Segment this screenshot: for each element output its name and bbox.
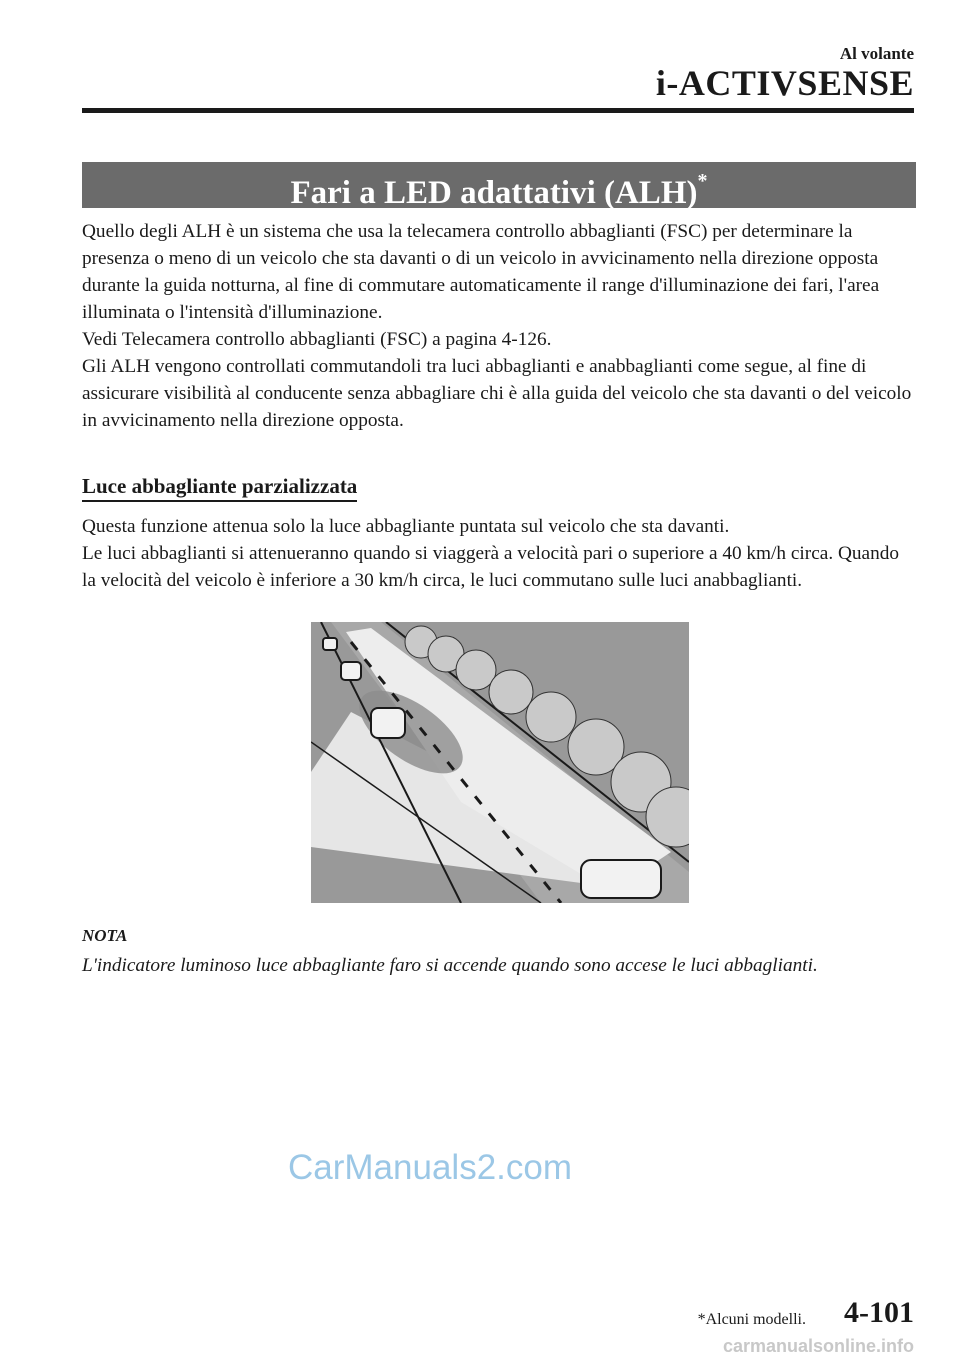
section-paragraph: Le luci abbaglianti si attenueranno quando si viaggerà a velocità pari o superiore a 40 km/h circa. Quando la velocità del veicolo è inferiore a 30 km/h circa, le luci commutano sulle luci anabbaglianti. — [82, 543, 900, 591]
section-text — [82, 513, 916, 594]
subheading: Luce abbagliante parzializzata — [82, 474, 357, 502]
note-heading: NOTA — [82, 926, 128, 945]
header-rule — [82, 108, 914, 113]
road-scene-svg — [311, 622, 689, 903]
watermark: CarManuals2.com — [288, 1148, 572, 1187]
page-number: 4-101 — [844, 1296, 914, 1329]
note-text: L'indicatore luminoso luce abbagliante faro si accende quando sono accese le luci abbaglianti. — [82, 955, 818, 976]
title-asterisk: * — [697, 170, 708, 192]
section-label: Al volante — [839, 44, 914, 63]
intro-paragraph: Gli ALH vengono controllati commutandoli tra luci abbaglianti e anabbaglianti come segue, al fine di assicurare visibilità al conducente senza abbagliare chi è alla guida del veicolo che sta davanti o del veicolo in avvicinamento nella direzione opposta. — [82, 356, 912, 431]
site-watermark: carmanualsonline.info — [722, 1336, 914, 1356]
intro-text — [82, 218, 916, 434]
headlight-illustration — [311, 622, 689, 903]
section-title: i-ACTIVSENSE — [655, 63, 914, 103]
page-title-text: Fari a LED adattativi (ALH) — [290, 175, 698, 211]
page-title — [82, 162, 916, 211]
section-paragraph: Questa funzione attenua solo la luce abbagliante puntata sul veicolo che sta davanti. — [82, 516, 730, 537]
intro-paragraph: Quello degli ALH è un sistema che usa la telecamera controllo abbaglianti (FSC) per determinare la presenza o meno di un veicolo che sta davanti o di un veicolo in avvicinamento nella direzione opposta durante la guida notturna, al fine di commutare automaticamente il range d'illuminazione dei fari, l'area illuminata o l'intensità d'illuminazione. — [82, 221, 880, 323]
intro-paragraph: Vedi Telecamera controllo abbaglianti (FSC) a pagina 4-126. — [82, 329, 552, 350]
footnote: *Alcuni modelli. — [697, 1311, 806, 1328]
